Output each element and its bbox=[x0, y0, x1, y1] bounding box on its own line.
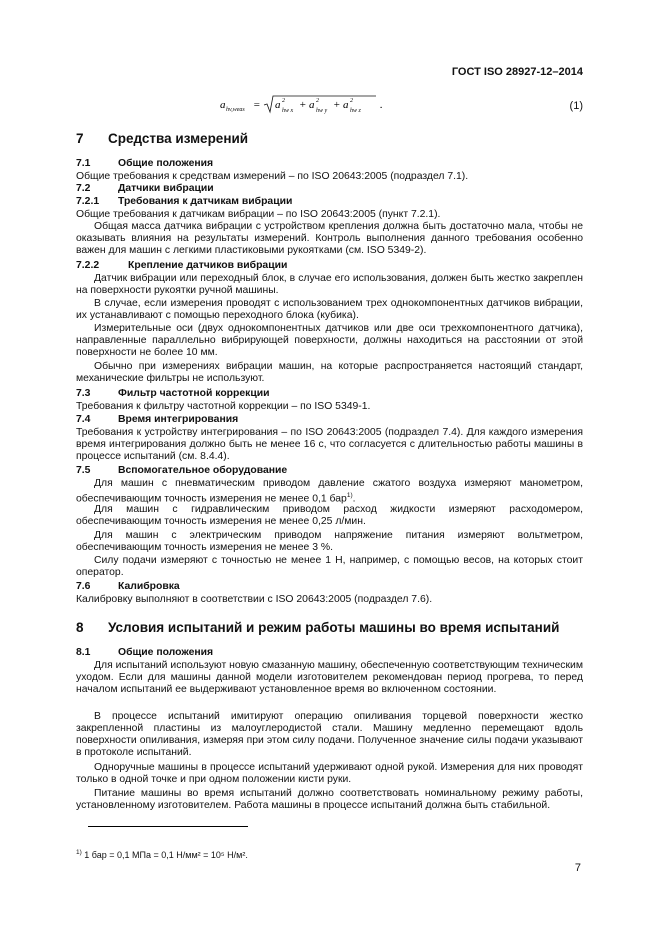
subsection-title: Общие положения bbox=[118, 158, 214, 169]
section-7-heading bbox=[76, 131, 248, 146]
subsection-number: 7.3 bbox=[76, 388, 91, 399]
paragraph: Датчик вибрации или переходный блок, в случае его использования, должен быть жестко закреплен на поверхности рукоятки ручной машины. bbox=[76, 273, 583, 296]
subsection-8-1-heading bbox=[76, 647, 213, 659]
subsection-7-1-heading bbox=[76, 158, 213, 170]
svg-text:a: a bbox=[220, 99, 226, 111]
svg-text:2: 2 bbox=[282, 98, 285, 104]
subsection-number: 7.1 bbox=[76, 158, 91, 169]
paragraph: Для машин с гидравлическим приводом расход жидкости измеряют расходомером, обеспечивающим точность измерения не менее 0,25 л/мин. bbox=[76, 504, 583, 527]
section-title: Средства измерений bbox=[108, 131, 249, 146]
formula-number: (1) bbox=[569, 100, 583, 112]
paragraph: Одноручные машины в процессе испытаний удерживают одной рукой. Измерения для них проводят только в одной точке и при одном положении кисти руки. bbox=[76, 762, 583, 785]
paragraph: Общие требования к средствам измерений – по ISO 20643:2005 (подраздел 7.1). bbox=[76, 171, 469, 182]
svg-text:hw x: hw x bbox=[282, 108, 294, 114]
document-header: ГОСТ ISO 28927-12–2014 bbox=[451, 66, 583, 78]
subsection-7-5-heading bbox=[76, 465, 287, 477]
svg-text:a: a bbox=[343, 99, 349, 111]
section-number: 7 bbox=[76, 131, 84, 146]
svg-text:.: . bbox=[380, 99, 383, 111]
paragraph: Общая масса датчика вибрации с устройством крепления должна быть достаточно мала, чтобы не оказывать влияния на результаты измерений. Контроль выполнения данного требования особенно важен для машин с легкими пластиковыми рукоятками (см. ISO 5349-2). bbox=[76, 221, 583, 256]
subsection-7-6-heading bbox=[76, 581, 180, 593]
footnote-separator bbox=[88, 826, 248, 827]
subsection-title: Датчики вибрации bbox=[118, 183, 214, 194]
paragraph: Силу подачи измеряют с точностью не менее 1 Н, например, с помощью весов, на которых стоит оператор. bbox=[76, 555, 583, 578]
svg-text:a: a bbox=[309, 99, 315, 111]
page-number: 7 bbox=[574, 862, 581, 874]
subsection-title: Общие положения bbox=[118, 647, 214, 658]
formula bbox=[220, 94, 390, 120]
svg-text:hw z: hw z bbox=[350, 108, 361, 114]
svg-text:+: + bbox=[333, 99, 341, 111]
svg-text:+: + bbox=[299, 99, 307, 111]
subsection-number: 7.2 bbox=[76, 183, 91, 194]
subsection-title: Фильтр частотной коррекции bbox=[118, 388, 270, 399]
subsection-number: 7.6 bbox=[76, 581, 91, 592]
subsection-7-2-2-heading bbox=[76, 260, 287, 272]
svg-text:hv,weas: hv,weas bbox=[226, 107, 245, 113]
subsection-title: Вспомогательное оборудование bbox=[118, 465, 288, 476]
svg-text:a: a bbox=[275, 99, 281, 111]
subsection-title: Требования к датчикам вибрации bbox=[118, 196, 293, 207]
footnote-text: 1 бар = 0,1 МПа = 0,1 Н/мм² = 10⁵ Н/м². bbox=[84, 850, 248, 860]
paragraph: Требования к фильтру частотной коррекции – по ISO 5349-1. bbox=[76, 401, 371, 412]
paragraph: Требования к устройству интегрирования – по ISO 20643:2005 (подраздел 7.4). Для каждого измерения время интегрирования должно быть не менее 16 с, что согласуется с длительностью работы машины в процессе испытаний (см. 8.4.4). bbox=[76, 427, 583, 462]
subsection-title: Калибровка bbox=[118, 581, 180, 592]
subsection-number: 7.5 bbox=[76, 465, 91, 476]
section-number: 8 bbox=[76, 620, 84, 635]
footnote bbox=[76, 849, 248, 860]
paragraph: Для машин с пневматическим приводом давление сжатого воздуха измеряют манометром, обеспечивающим точность измерения не менее 0,1 бар$^{1)}$. bbox=[76, 478, 583, 505]
subsection-number: 7.4 bbox=[76, 414, 91, 425]
paragraph: Для машин с электрическим приводом напряжение питания измеряют вольтметром, обеспечивающим точность измерения не менее 3 %. bbox=[76, 530, 583, 553]
paragraph: Общие требования к датчикам вибрации – по ISO 20643:2005 (пункт 7.2.1). bbox=[76, 209, 441, 220]
subsection-number: 7.2.2 bbox=[76, 260, 100, 271]
paragraph: Калибровку выполняют в соответствии с ISO 20643:2005 (подраздел 7.6). bbox=[76, 594, 433, 605]
paragraph: Питание машины во время испытаний должно соответствовать номинальному режиму работы, установленному изготовителем. Работа машины в процессе испытаний должна быть стабильной. bbox=[76, 788, 583, 811]
paragraph-text: Для машин с пневматическим приводом давление сжатого воздуха измеряют манометром, обеспечивающим точность измерения не менее 0,1 бар bbox=[76, 478, 583, 505]
subsection-7-4-heading bbox=[76, 414, 238, 426]
subsection-7-2-heading bbox=[76, 183, 214, 195]
section-title: Условия испытаний и режим работы машины во время испытаний bbox=[108, 620, 560, 635]
formula-image bbox=[220, 94, 390, 116]
paragraph: В процессе испытаний имитируют операцию опиливания торцевой поверхности жестко закрепленной пластины из малоуглеродистой стали. Машину медленно перемещают вдоль поверхности опиливания, измеряя при этом силу подачи. Полученное значение силы подачи указывают в протоколе испытаний. bbox=[76, 711, 583, 758]
footnote-ref: 1) bbox=[346, 492, 353, 499]
footnote-mark: 1) bbox=[76, 849, 82, 856]
paragraph: Обычно при измерениях вибрации машин, на которые распространяется настоящий стандарт, механические фильтры не используют. bbox=[76, 361, 583, 384]
svg-text:=: = bbox=[253, 99, 261, 111]
paragraph: Для испытаний используют новую смазанную машину, обеспеченную соответствующим техническим уходом. Если для машины данной модели изготовителем рекомендован период прогрева, то перед началом испытаний ее выдерживают установленное время во включенном состоянии. bbox=[76, 660, 583, 695]
paragraph: Измерительные оси (двух однокомпонентных датчиков или две оси трехкомпонентного датчика), направленные параллельно вибрирующей поверхности, должны находиться на расстоянии от этой поверхности не более 10 мм. bbox=[76, 323, 583, 358]
subsection-7-2-1-heading bbox=[76, 196, 292, 208]
subsection-7-3-heading bbox=[76, 388, 270, 400]
subsection-title: Крепление датчиков вибрации bbox=[128, 260, 288, 271]
paragraph: В случае, если измерения проводят с использованием трех однокомпонентных датчиков вибрации, их устанавливают с помощью переходного блока (кубика). bbox=[76, 298, 583, 321]
svg-text:2: 2 bbox=[316, 98, 319, 104]
subsection-number: 8.1 bbox=[76, 647, 91, 658]
subsection-number: 7.2.1 bbox=[76, 196, 100, 207]
subsection-title: Время интегрирования bbox=[118, 414, 239, 425]
svg-text:hw y: hw y bbox=[316, 108, 328, 114]
svg-text:2: 2 bbox=[350, 98, 353, 104]
section-8-heading bbox=[76, 620, 559, 635]
